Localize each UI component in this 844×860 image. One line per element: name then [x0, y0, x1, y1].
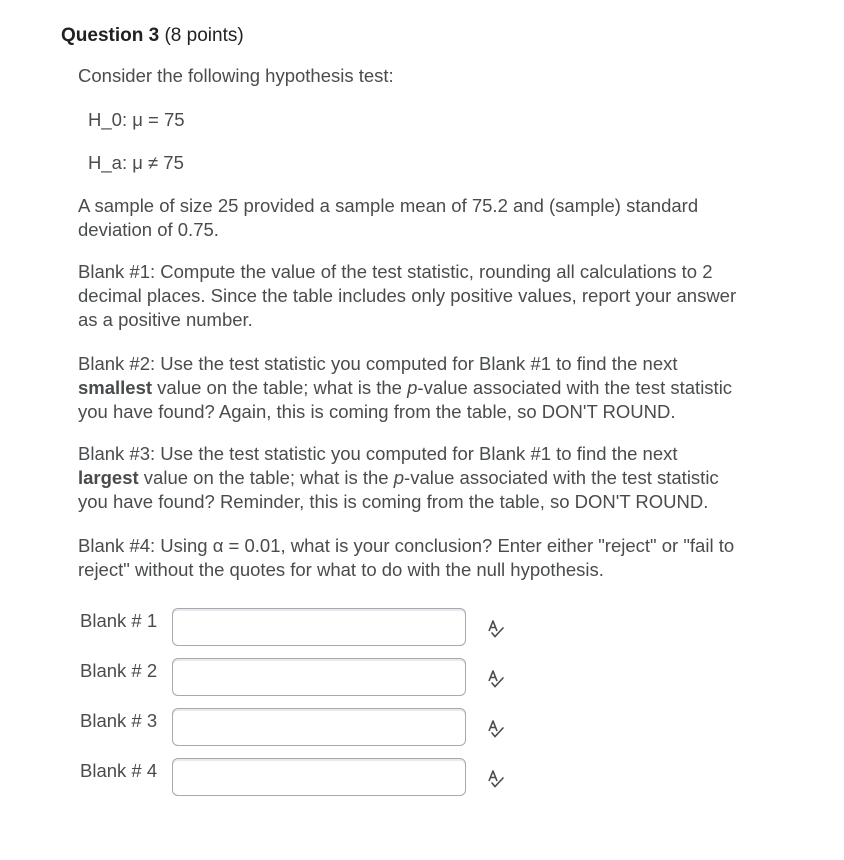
null-hypothesis: H_0: μ = 75 [88, 109, 185, 130]
intro-text: Consider the following hypothesis test: [78, 65, 394, 86]
blank-4-label: Blank # 4 [80, 760, 158, 781]
blank-2-italic: p [407, 377, 418, 398]
blank-1-instructions [78, 260, 736, 332]
blank-3-italic: p [393, 467, 405, 488]
blank-2-line-2b: -value associated with the test statistic [417, 377, 733, 398]
blank-2-line-2a: value on the table; what is the [152, 377, 408, 398]
spell-check-icon[interactable] [485, 768, 507, 790]
blank-2-line-1: Blank #2: Use the test statistic you computed for Blank #1 to find the next [78, 353, 678, 374]
blank-1-input[interactable] [172, 608, 466, 646]
blank-row-4 [80, 758, 520, 802]
spell-check-icon[interactable] [485, 618, 507, 640]
blank-2-bold: smallest [78, 377, 153, 398]
blank-3-line-2 [78, 466, 719, 490]
spell-check-icon[interactable] [485, 668, 507, 690]
blank-1-line-1: Blank #1: Compute the value of the test statistic, rounding all calculations to 2 [78, 261, 713, 282]
question-points: (8 points) [164, 25, 244, 46]
blank-3-line-2a: value on the table; what is the [138, 467, 394, 488]
blank-4-line-1: Blank #4: Using α = 0.01, what is your conclusion? Enter either "reject" or "fail to [78, 535, 735, 556]
blank-1-line-3: as a positive number. [78, 309, 253, 330]
blank-2-line-2 [78, 376, 732, 400]
blank-3-input[interactable] [172, 708, 466, 746]
blank-3-line-3: you have found? Reminder, this is coming from the table, so DON'T ROUND. [78, 491, 709, 512]
question-title [61, 25, 244, 47]
question-label: Question 3 [61, 25, 160, 46]
blank-2-input[interactable] [172, 658, 466, 696]
blank-row-3 [80, 708, 520, 752]
blank-3-line-1: Blank #3: Use the test statistic you computed for Blank #1 to find the next [78, 443, 678, 464]
blank-4-input[interactable] [172, 758, 466, 796]
blank-row-1 [80, 608, 520, 652]
blank-2-label: Blank # 2 [80, 660, 158, 681]
blank-1-label: Blank # 1 [80, 610, 158, 631]
blank-1-line-2: decimal places. Since the table includes only positive values, report your answer [78, 285, 737, 306]
sample-line-2: deviation of 0.75. [78, 219, 219, 240]
sample-description [78, 194, 698, 242]
sample-line-1: A sample of size 25 provided a sample mean of 75.2 and (sample) standard [78, 195, 699, 216]
blank-3-instructions [78, 442, 719, 514]
blank-row-2 [80, 658, 520, 702]
blank-4-instructions [78, 534, 734, 582]
blank-2-instructions [78, 352, 732, 424]
alternative-hypothesis: H_a: μ ≠ 75 [88, 152, 184, 173]
blank-2-line-3: you have found? Again, this is coming from the table, so DON'T ROUND. [78, 401, 676, 422]
blank-3-line-2b: -value associated with the test statistic [404, 467, 719, 488]
blank-3-bold: largest [78, 467, 139, 488]
blank-4-line-2: reject" without the quotes for what to do with the null hypothesis. [78, 559, 604, 580]
spell-check-icon[interactable] [485, 718, 507, 740]
blank-3-label: Blank # 3 [80, 710, 158, 731]
